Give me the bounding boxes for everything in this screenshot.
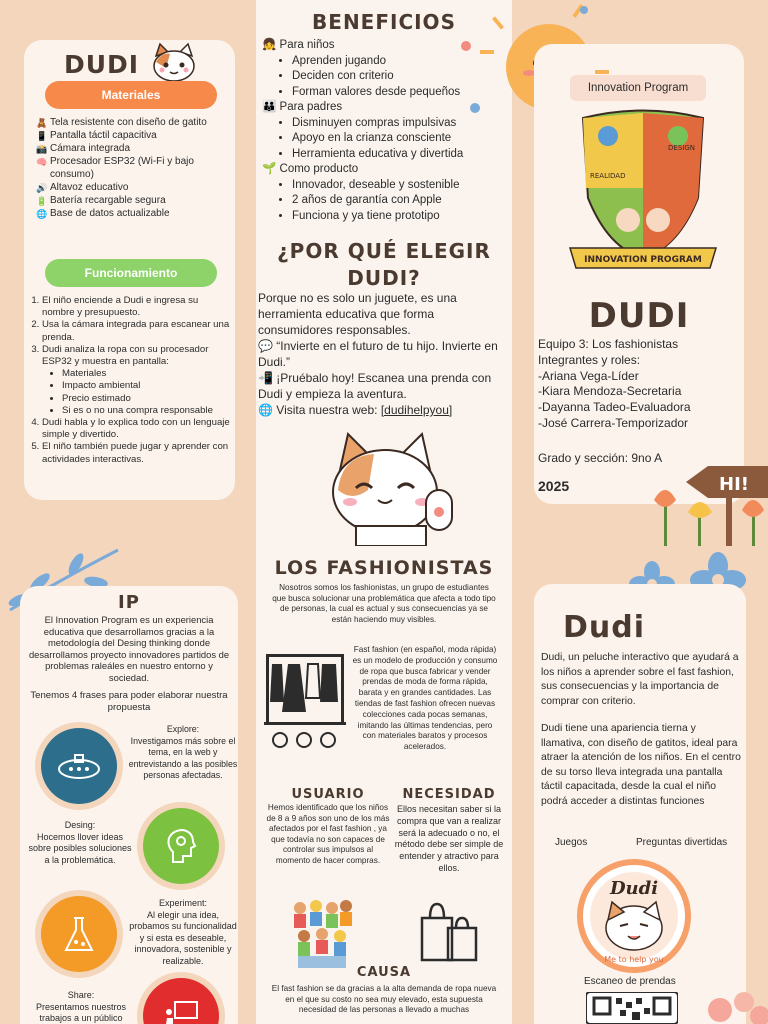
team-lines [538,337,742,432]
group-label: Para niños [279,39,335,51]
submarine-icon [55,751,103,781]
list-item [36,143,216,156]
list-item: • Aprenden jugando [292,54,507,70]
speaker-icon: 🔊 [36,182,48,193]
material-text: Tela resistente con diseño de gatito [50,117,207,128]
material-text: Batería recargable segura [50,194,166,206]
scan-label: Escaneo de prendas [584,976,676,987]
innovation-program-shield-icon [568,108,718,278]
list-item: • Apoyo en la crianza consciente [292,131,507,147]
materials-list [36,117,216,221]
qr-code-icon[interactable] [586,992,678,1024]
need-text: Ellos necesitan saber si la compra que van a realizar será la adecuado o no, el método debe ser simple de entender y atractivo para ellos. [394,804,504,873]
speech-bubble-icon: 💬 [258,339,273,353]
benefits-title: BENEFICIOS [312,10,456,34]
phone-arrow-icon: 📲 [258,371,273,385]
brain-icon: 🧠 [36,157,48,167]
why-title-line2: DUDI? [347,266,421,290]
list-item [36,130,216,143]
cta-line [258,370,508,402]
design-inner [143,808,219,884]
material-text: Cámara integrada [50,143,131,154]
web-line [258,402,508,418]
list-item: 2. Usa la cámara integrada para escanear una prenda. [42,319,230,343]
cta-text: ¡Pruébalo hoy! Escanea una prenda con Dudi y empieza la aventura. [258,371,492,401]
team-line: Equipo 3: Los fashionistas [538,337,679,351]
material-text: Pantalla táctil capacitiva [50,130,157,141]
list-item [36,117,216,130]
experiment-circle [35,890,123,978]
team-line: -Ariana Vega-Líder [538,368,639,383]
quote-line [258,338,508,370]
web-link[interactable]: [dudihelpyou] [380,403,453,417]
share-inner [143,978,219,1024]
list-item: • Funciona y ya tiene prototipo [292,209,507,225]
list-item: • Impacto ambiental [62,380,230,392]
grade-text: Grado y sección: 9no A [538,451,663,465]
why-text-block [258,290,508,418]
dudi-info-p1: Dudi, un peluche interactivo que ayudará a los niños a aprender sobre el fast fashion, sus consecuencias y la importancia de comprar con criterio. [541,652,739,707]
camera-icon: 📸 [36,144,48,154]
ip-title: IP [118,592,140,613]
logo-tagline: Me to help you [604,955,664,964]
list-item: • Materiales [62,368,230,380]
list-item: 1. El niño enciende a Dudi e ingresa su nombre y presupuesto. [42,295,230,319]
clothes-rack-icon [264,652,346,752]
list-item: • Forman valores desde pequeños [292,85,507,101]
why-title [256,238,512,292]
team-line: Integrantes y roles: [538,352,641,367]
hi-sign-text: HI! [719,474,749,495]
list-item: • Si es o no una compra responsable [62,405,230,417]
year-text: 2025 [538,478,570,494]
design-circle [137,802,225,890]
list-item [36,208,216,221]
phone-icon: 📱 [36,131,48,141]
function-label: Funcionamiento [45,259,217,287]
shield-design-text: DESIGN [668,144,695,152]
head-gears-icon [161,826,201,866]
material-text: Procesador ESP32 (Wi-Fi y bajo consumo) [50,156,194,180]
sprout-icon: 🌱 [262,163,277,175]
list-item: • Herramienta educativa y divertida [292,147,507,163]
shield-reality-text: REALIDAD [590,172,626,180]
material-text: Base de datos actualizable [50,207,170,219]
user-title: USUARIO [291,787,365,802]
logo-word: Dudi [609,878,659,899]
tulips-decoration [642,466,768,546]
battery-icon: 🔋 [36,195,48,206]
list-item: • Disminuyen compras impulsivas [292,116,507,132]
team-line: -José Carrera-Temporizador [538,415,689,430]
children-group-icon [290,898,356,968]
list-item: • Precio estimado [62,393,230,405]
cause-text: El fast fashion se da gracias a la alta demanda de ropa nueva en el que su costo no sea muy elevado, esta supuesta necesidad de las personas a llevado a muchas [271,984,497,1015]
explore-inner [41,728,117,804]
list-item: • Deciden con criterio [292,69,507,85]
ip-phrases: Tenemos 4 frases para poder elaborar nuestra propuesta [30,690,228,713]
list-item: • 2 años de garantía con Apple [292,193,507,209]
list-item [36,156,216,181]
program-label: Innovation Program [570,75,706,101]
games-label: Juegos [555,837,588,848]
teddy-bear-icon: 🧸 [36,118,48,128]
why-text: Porque no es solo un juguete, es una herramienta educativa que forma consumidores responsables. [258,291,457,337]
share-text: Share: Presentamos nuestros trabajos a un público [35,990,127,1024]
dudi-info-p2: Dudi tiene una apariencia tierna y llamativa, con diseño de gatitos, ideal para atraer la atención de los niños. En el centro de su torso lleva integrada una pantalla táctil capacitada, desde la cual el niño podrá acceder a distintas funciones [541,723,741,807]
benefit-group-product [262,162,507,178]
design-text: Desing: Hocemos llover ideas sobre posibles soluciones a la problemática. [28,820,132,865]
web-label: Visita nuestra web: [276,403,378,417]
user-text: Hemos identificado que los niños de 8 a 9 años son uno de los más afectados por el fast fashion , ya que todavía no son capaces de controlar sus impulsos al momento de hacer compras. [266,803,390,865]
pink-flowers-decoration [700,980,768,1024]
list-item [42,344,230,417]
why-title-line1: ¿POR QUÉ ELEGIR [277,239,491,263]
ip-intro: El Innovation Program es un experiencia educativa que desarrollamos gracias a la metodología del Desing thinking donde desarrollamos proyecto innovadores partidos de problemas raleáles en nuestro entorno y sociedad. [28,614,230,683]
list-item [36,195,216,208]
material-text: Altavoz educativo [50,181,129,193]
quote-text: “Invierte en el futuro de tu hijo. Invierte en Dudi.” [258,339,498,369]
presentation-icon [161,998,201,1024]
team-title: DUDI [588,296,690,336]
materials-label: Materiales [45,81,217,109]
waving-cat-illustration [326,430,456,546]
cat-face-icon [150,42,198,82]
dudi-logo-icon [576,858,692,974]
dudi-info-title: Dudi [562,610,646,645]
group-label: Para padres [279,101,343,113]
globe-icon: 🌐 [36,208,48,219]
fast-fashion-text: Fast fashion (en español, moda rápida) es un modelo de producción y consumo de ropa que busca fabricar y vender prendas de moda de forma rápida, barata y en grandes cantidades. Las tiendas de fast fashion ofrecen nuevas colecciones cada pocas semanas, imitando las últimas tendencias, pero con materiales baratos y procesos acelerados. [352,645,498,752]
globe-icon: 🌐 [258,403,273,417]
list-item [36,182,216,195]
questions-label: Preguntas divertidas [636,837,728,848]
experiment-text: Experiment: Al elegir una idea, probamos su funcionalidad y si esta es deseable, innovadora, sostenible y realizable. [129,898,237,966]
list-item: 4. Dudi habla y lo explica todo con un lenguaje simple y divertido. [42,417,230,441]
team-line: -Kiara Mendoza-Secretaria [538,384,682,399]
list-item: 5. El niño también puede jugar y aprender con actividades interactivas. [42,441,230,465]
family-icon: 👪 [262,101,277,113]
shield-banner-text: INNOVATION PROGRAM [584,255,702,265]
shopping-bags-icon [418,900,482,964]
panel1-title: DUDI [64,50,140,79]
function-steps [26,295,230,466]
child-icon: 👧 [262,39,277,51]
list-item: • Innovador, deseable y sostenible [292,178,507,194]
experiment-inner [41,896,117,972]
explore-text: Explore: Investigamos más sobre el tema, en la web y entrevistando a las posibles personas afectadas. [128,724,238,781]
flask-icon [61,914,97,954]
step-text: Dudi analiza la ropa con su procesador ESP32 y muestra en pantalla: [42,343,209,368]
explore-circle [35,722,123,810]
cause-title: CAUSA [356,965,412,980]
fashionistas-title: LOS FASHIONISTAS [274,557,494,579]
fashionistas-intro: Nosotros somos los fashionistas, un grupo de estudiantes que busca solucionar una problemática que afecta a todo tipo de personas, la cual es actual y sus consecuencias ya se están haciendo muy visibles. [272,583,496,624]
team-line: -Dayanna Tadeo-Evaluadora [538,400,691,415]
group-label: Como producto [279,163,359,175]
need-title: NECESIDAD [402,787,496,802]
